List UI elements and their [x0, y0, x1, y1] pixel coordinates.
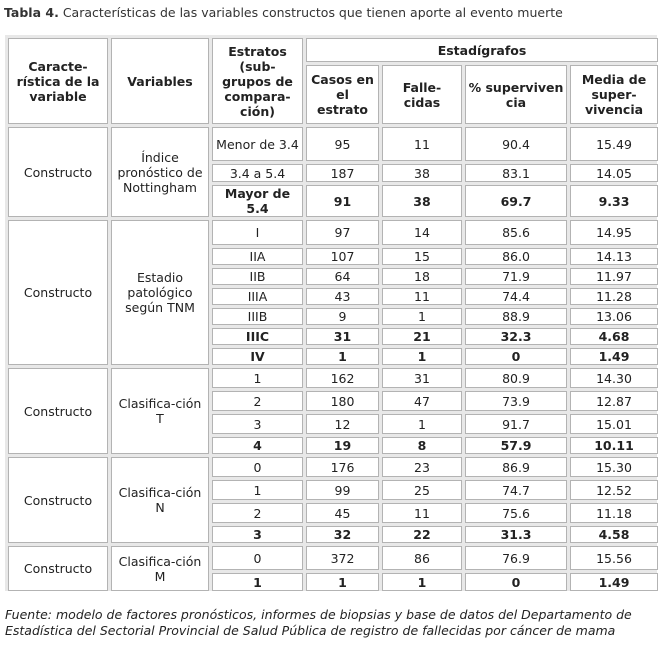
cell-media: 12.52: [570, 480, 658, 500]
cell-casos: 45: [306, 503, 379, 523]
cell-casos: 107: [306, 248, 379, 265]
caption-label: Tabla 4.: [4, 5, 59, 20]
cell-media: 1.49: [570, 573, 658, 591]
header-supervivencia: % superviven cia: [465, 65, 567, 124]
cell-estrato: 0: [212, 457, 303, 477]
cell-casos: 32: [306, 526, 379, 543]
cell-casos: 180: [306, 391, 379, 411]
cell-casos: 12: [306, 414, 379, 434]
cell-estrato: 3: [212, 414, 303, 434]
cell-supervivencia: 74.4: [465, 288, 567, 305]
cell-media: 4.68: [570, 328, 658, 345]
cell-casos: 43: [306, 288, 379, 305]
cell-media: 1.49: [570, 348, 658, 365]
header-media: Media de super-vivencia: [570, 65, 658, 124]
cell-casos: 372: [306, 546, 379, 570]
cell-supervivencia: 69.7: [465, 185, 567, 217]
cell-supervivencia: 90.4: [465, 127, 567, 161]
cell-estrato: IIA: [212, 248, 303, 265]
cell-supervivencia: 73.9: [465, 391, 567, 411]
cell-casos: 97: [306, 220, 379, 245]
cell-supervivencia: 80.9: [465, 368, 567, 388]
cell-supervivencia: 32.3: [465, 328, 567, 345]
cell-fallecidas: 1: [382, 348, 462, 365]
cell-media: 15.56: [570, 546, 658, 570]
cell-fallecidas: 23: [382, 457, 462, 477]
cell-caracteristica: Constructo: [8, 127, 108, 217]
cell-media: 11.28: [570, 288, 658, 305]
cell-media: 15.01: [570, 414, 658, 434]
cell-supervivencia: 91.7: [465, 414, 567, 434]
table-body: [8, 38, 658, 591]
cell-casos: 9: [306, 308, 379, 325]
cell-supervivencia: 31.3: [465, 526, 567, 543]
cell-fallecidas: 8: [382, 437, 462, 454]
cell-fallecidas: 38: [382, 164, 462, 182]
cell-media: 9.33: [570, 185, 658, 217]
cell-fallecidas: 1: [382, 308, 462, 325]
cell-caracteristica: Constructo: [8, 220, 108, 365]
cell-estrato: 1: [212, 480, 303, 500]
cell-casos: 162: [306, 368, 379, 388]
cell-estrato: 3: [212, 526, 303, 543]
cell-media: 4.58: [570, 526, 658, 543]
cell-estrato: 3.4 a 5.4: [212, 164, 303, 182]
data-table: [5, 35, 661, 594]
cell-media: 12.87: [570, 391, 658, 411]
header-caracteristica: Caracte-rística de la variable: [8, 38, 108, 124]
header-estadigrafos: Estadígrafos: [306, 38, 658, 62]
cell-estrato: 0: [212, 546, 303, 570]
cell-fallecidas: 11: [382, 288, 462, 305]
cell-fallecidas: 31: [382, 368, 462, 388]
table-caption: [4, 5, 563, 20]
cell-supervivencia: 57.9: [465, 437, 567, 454]
cell-media: 11.97: [570, 268, 658, 285]
cell-estrato: 4: [212, 437, 303, 454]
cell-estrato: 2: [212, 503, 303, 523]
cell-media: 14.30: [570, 368, 658, 388]
cell-variable: Clasifica-ción M: [111, 546, 209, 591]
cell-estrato: IIB: [212, 268, 303, 285]
cell-supervivencia: 86.9: [465, 457, 567, 477]
cell-fallecidas: 15: [382, 248, 462, 265]
table-row: [8, 127, 658, 161]
cell-fallecidas: 11: [382, 127, 462, 161]
cell-supervivencia: 0: [465, 573, 567, 591]
cell-casos: 1: [306, 573, 379, 591]
cell-supervivencia: 83.1: [465, 164, 567, 182]
cell-casos: 31: [306, 328, 379, 345]
cell-supervivencia: 0: [465, 348, 567, 365]
header-casos: Casos en el estrato: [306, 65, 379, 124]
cell-fallecidas: 22: [382, 526, 462, 543]
cell-caracteristica: Constructo: [8, 368, 108, 454]
cell-estrato: Menor de 3.4: [212, 127, 303, 161]
cell-estrato: 1: [212, 368, 303, 388]
cell-fallecidas: 1: [382, 573, 462, 591]
cell-casos: 19: [306, 437, 379, 454]
cell-supervivencia: 86.0: [465, 248, 567, 265]
cell-fallecidas: 1: [382, 414, 462, 434]
cell-estrato: IIIA: [212, 288, 303, 305]
header-row: [8, 38, 658, 62]
cell-supervivencia: 71.9: [465, 268, 567, 285]
footnote: Fuente: modelo de factores pronósticos, informes de biopsias y base de datos del Departamento de Estadística del Sectorial Provincial de Salud Pública de registro de fallecidas por cáncer de mama: [5, 607, 632, 638]
cell-fallecidas: 38: [382, 185, 462, 217]
caption-text: Características de las variables constructos que tienen aporte al evento muerte: [62, 5, 563, 20]
cell-fallecidas: 25: [382, 480, 462, 500]
cell-variable: Clasifica-ción T: [111, 368, 209, 454]
cell-casos: 176: [306, 457, 379, 477]
cell-estrato: IV: [212, 348, 303, 365]
cell-fallecidas: 21: [382, 328, 462, 345]
cell-casos: 91: [306, 185, 379, 217]
cell-variable: Clasifica-ción N: [111, 457, 209, 543]
table-row: [8, 368, 658, 388]
table-frame: [5, 35, 657, 591]
cell-casos: 64: [306, 268, 379, 285]
cell-supervivencia: 76.9: [465, 546, 567, 570]
cell-casos: 99: [306, 480, 379, 500]
cell-supervivencia: 75.6: [465, 503, 567, 523]
cell-media: 14.05: [570, 164, 658, 182]
cell-supervivencia: 74.7: [465, 480, 567, 500]
cell-supervivencia: 85.6: [465, 220, 567, 245]
cell-fallecidas: 47: [382, 391, 462, 411]
cell-estrato: Mayor de 5.4: [212, 185, 303, 217]
cell-variable: Estadio patológico según TNM: [111, 220, 209, 365]
cell-media: 10.11: [570, 437, 658, 454]
cell-media: 11.18: [570, 503, 658, 523]
cell-fallecidas: 14: [382, 220, 462, 245]
header-fallecidas: Falle-cidas: [382, 65, 462, 124]
cell-estrato: 1: [212, 573, 303, 591]
cell-media: 14.13: [570, 248, 658, 265]
table-row: [8, 546, 658, 570]
cell-fallecidas: 11: [382, 503, 462, 523]
cell-fallecidas: 86: [382, 546, 462, 570]
header-estratos: Estratos (sub-grupos de compara-ción): [212, 38, 303, 124]
cell-supervivencia: 88.9: [465, 308, 567, 325]
cell-estrato: 2: [212, 391, 303, 411]
cell-media: 13.06: [570, 308, 658, 325]
cell-estrato: IIIC: [212, 328, 303, 345]
cell-casos: 187: [306, 164, 379, 182]
cell-media: 15.49: [570, 127, 658, 161]
cell-casos: 1: [306, 348, 379, 365]
table-row: [8, 457, 658, 477]
cell-estrato: IIIB: [212, 308, 303, 325]
cell-estrato: I: [212, 220, 303, 245]
cell-media: 14.95: [570, 220, 658, 245]
table-row: [8, 220, 658, 245]
cell-casos: 95: [306, 127, 379, 161]
cell-fallecidas: 18: [382, 268, 462, 285]
cell-caracteristica: Constructo: [8, 457, 108, 543]
cell-variable: Índice pronóstico de Nottingham: [111, 127, 209, 217]
header-variables: Variables: [111, 38, 209, 124]
cell-caracteristica: Constructo: [8, 546, 108, 591]
cell-media: 15.30: [570, 457, 658, 477]
